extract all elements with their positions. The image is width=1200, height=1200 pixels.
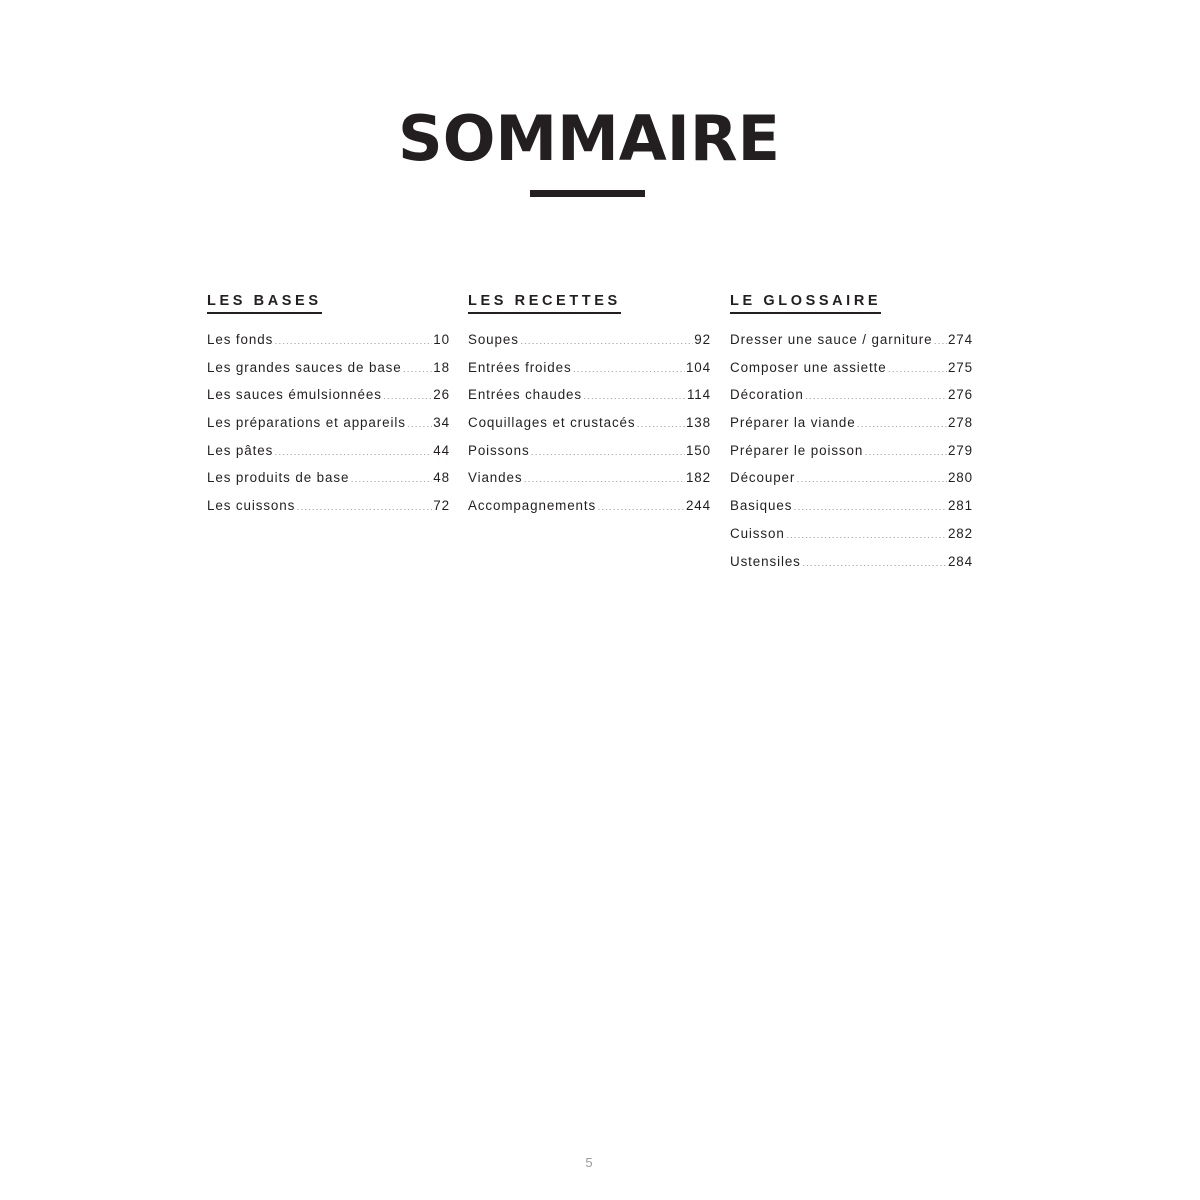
toc-entry-label: Préparer le poisson bbox=[730, 442, 864, 458]
toc-entry bbox=[468, 498, 711, 526]
dot-leader bbox=[888, 362, 947, 372]
dot-leader bbox=[403, 362, 433, 372]
toc-column-bases bbox=[207, 290, 450, 514]
dot-leader bbox=[523, 472, 685, 482]
toc-entry-page-number: 276 bbox=[947, 387, 973, 403]
dot-leader bbox=[934, 334, 947, 344]
toc-entry bbox=[468, 360, 711, 388]
dot-leader bbox=[583, 389, 686, 399]
toc-entry-page-number: 150 bbox=[685, 442, 711, 458]
toc-entry-label: Entrées chaudes bbox=[468, 387, 582, 403]
toc-entry-page-number: 26 bbox=[433, 387, 450, 403]
dot-leader bbox=[637, 417, 685, 427]
toc-entry-page-number: 284 bbox=[947, 553, 973, 569]
toc-entry-page-number: 138 bbox=[685, 415, 711, 431]
toc-entry bbox=[730, 387, 973, 415]
dot-leader bbox=[296, 500, 432, 510]
toc-entry-label: Composer une assiette bbox=[730, 359, 887, 375]
entry-list-bases bbox=[207, 332, 450, 526]
dot-leader bbox=[597, 500, 685, 510]
toc-entry-page-number: 282 bbox=[947, 525, 973, 541]
toc-entry-label: Basiques bbox=[730, 498, 793, 514]
toc-entry-page-number: 279 bbox=[947, 442, 973, 458]
toc-entry bbox=[730, 526, 973, 554]
toc-entry-label: Les produits de base bbox=[207, 470, 350, 486]
toc-entry-label: Ustensiles bbox=[730, 553, 801, 569]
toc-entry-page-number: 114 bbox=[686, 387, 711, 403]
section-heading-bases: LES BASES bbox=[207, 291, 322, 314]
toc-column-glossaire bbox=[730, 290, 973, 569]
toc-entry-page-number: 34 bbox=[433, 415, 450, 431]
toc-entry-label: Poissons bbox=[468, 442, 530, 458]
dot-leader bbox=[573, 362, 685, 372]
toc-entry bbox=[468, 470, 711, 498]
dot-leader bbox=[802, 556, 947, 566]
toc-entry-page-number: 281 bbox=[947, 498, 973, 514]
toc-entry-page-number: 278 bbox=[947, 415, 973, 431]
toc-entry-page-number: 72 bbox=[433, 498, 450, 514]
toc-entry bbox=[468, 415, 711, 443]
toc-entry bbox=[730, 498, 973, 526]
toc-entry-page-number: 44 bbox=[433, 442, 450, 458]
dot-leader bbox=[520, 334, 693, 344]
dot-leader bbox=[531, 445, 685, 455]
toc-entry bbox=[730, 443, 973, 471]
toc-entry bbox=[207, 443, 450, 471]
toc-entry-page-number: 18 bbox=[433, 359, 450, 375]
toc-entry bbox=[468, 387, 711, 415]
entry-list-glossaire bbox=[730, 332, 973, 581]
dot-leader bbox=[864, 445, 947, 455]
toc-entry bbox=[468, 443, 711, 471]
toc-entry bbox=[207, 387, 450, 415]
toc-entry-label: Coquillages et crustacés bbox=[468, 415, 636, 431]
toc-column-recettes bbox=[468, 290, 711, 514]
dot-leader bbox=[805, 389, 947, 399]
toc-entry-page-number: 244 bbox=[685, 498, 711, 514]
toc-entry bbox=[207, 332, 450, 360]
entry-list-recettes bbox=[468, 332, 711, 526]
toc-entry bbox=[207, 415, 450, 443]
page-title: SOMMAIRE bbox=[398, 102, 780, 175]
toc-entry bbox=[730, 470, 973, 498]
toc-entry-label: Décoration bbox=[730, 387, 804, 403]
dot-leader bbox=[350, 472, 432, 482]
dot-leader bbox=[786, 528, 947, 538]
dot-leader bbox=[274, 445, 432, 455]
toc-entry bbox=[468, 332, 711, 360]
toc-entry-page-number: 182 bbox=[685, 470, 711, 486]
toc-entry-label: Les grandes sauces de base bbox=[207, 359, 402, 375]
toc-entry-page-number: 104 bbox=[685, 359, 711, 375]
toc-entry bbox=[207, 470, 450, 498]
toc-entry-page-number: 275 bbox=[947, 359, 973, 375]
toc-entry bbox=[207, 360, 450, 388]
dot-leader bbox=[407, 417, 432, 427]
toc-entry bbox=[730, 415, 973, 443]
dot-leader bbox=[383, 389, 433, 399]
toc-entry-label: Les préparations et appareils bbox=[207, 415, 406, 431]
toc-entry-page-number: 280 bbox=[947, 470, 973, 486]
toc-entry-label: Préparer la viande bbox=[730, 415, 856, 431]
toc-entry-page-number: 48 bbox=[433, 470, 450, 486]
toc-entry bbox=[730, 332, 973, 360]
toc-entry-label: Découper bbox=[730, 470, 796, 486]
toc-entry-label: Viandes bbox=[468, 470, 523, 486]
dot-leader bbox=[274, 334, 432, 344]
toc-entry-label: Cuisson bbox=[730, 525, 785, 541]
toc-entry-label: Les fonds bbox=[207, 332, 274, 347]
toc-entry-page-number: 92 bbox=[694, 332, 711, 347]
toc-entry-label: Dresser une sauce / garniture bbox=[730, 332, 933, 347]
toc-entry-label: Les pâtes bbox=[207, 442, 274, 458]
toc-entry-page-number: 10 bbox=[433, 332, 450, 347]
dot-leader bbox=[793, 500, 947, 510]
toc-entry-label: Entrées froides bbox=[468, 359, 572, 375]
toc-entry-label: Accompagnements bbox=[468, 498, 597, 514]
title-underline bbox=[530, 190, 645, 197]
toc-entry bbox=[730, 554, 973, 582]
dot-leader bbox=[796, 472, 947, 482]
section-heading-recettes: LES RECETTES bbox=[468, 291, 621, 314]
toc-entry bbox=[207, 498, 450, 526]
toc-entry-label: Les sauces émulsionnées bbox=[207, 387, 382, 403]
toc-entry-label: Les cuissons bbox=[207, 498, 296, 514]
section-heading-glossaire: LE GLOSSAIRE bbox=[730, 291, 881, 314]
toc-entry-label: Soupes bbox=[468, 332, 519, 347]
page-number: 5 bbox=[585, 1155, 593, 1170]
toc-entry bbox=[730, 360, 973, 388]
dot-leader bbox=[857, 417, 947, 427]
toc-entry-page-number: 274 bbox=[947, 332, 973, 347]
